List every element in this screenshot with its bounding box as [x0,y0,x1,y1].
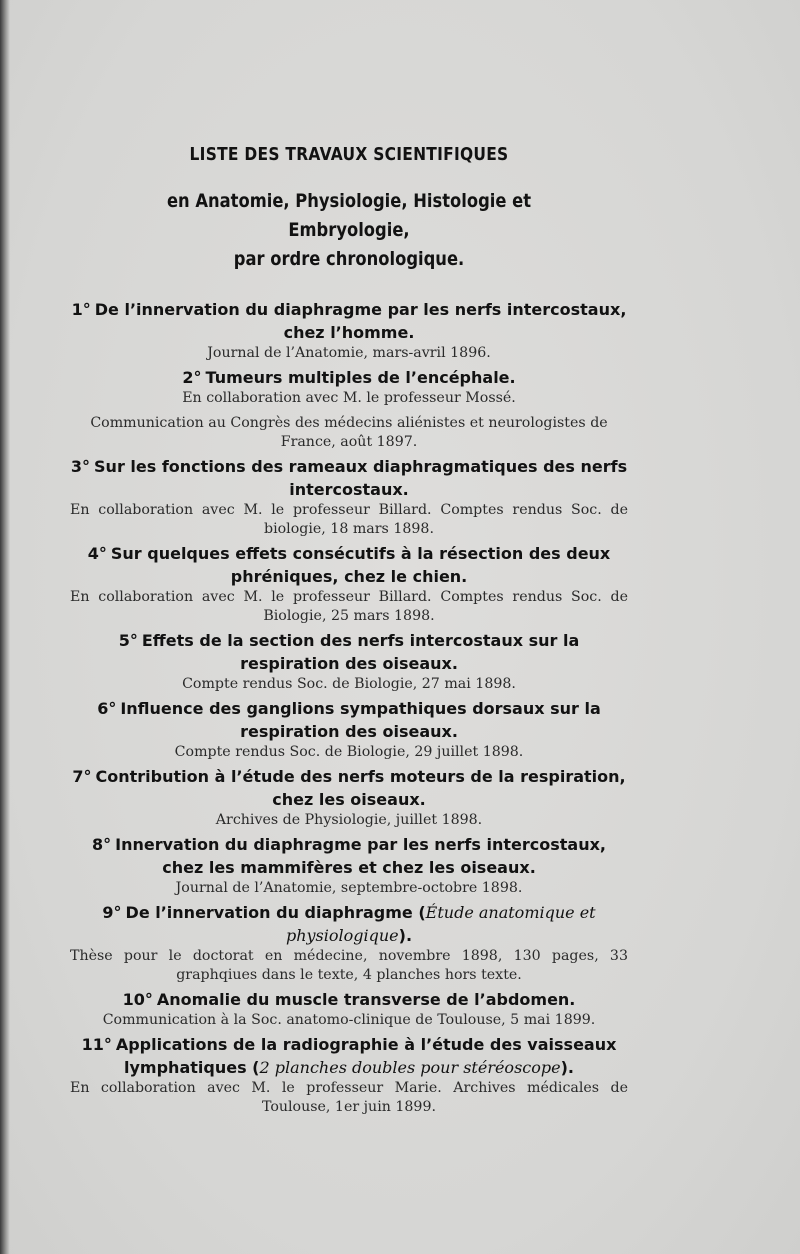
entry-detail: En collaboration avec M. le professeur Mossé. [182,390,516,406]
entry-detail: En collaboration avec M. le professeur Billard. Comptes rendus Soc. de biologie, 18 mars 1898. [70,502,628,537]
entry-title-text: De l’innervation du diaphragme par les nerfs intercostaux, chez l’homme. [94,300,627,342]
entry-detail: Thèse pour le doctorat en médecine, novembre 1898, 130 pages, 33 graphqiues dans le texte, 4 planches hors texte. [70,948,628,983]
entry-title-text: Tumeurs multiples de l’encéphale. [205,368,516,387]
entry-7 [70,765,628,830]
entry-9 [70,901,628,985]
document-content [70,144,628,1120]
entry-number: 7° [72,767,92,786]
entry-detail: Communication au Congrès des médecins aliénistes et neurologistes de France, août 1897. [90,415,608,450]
entry-3 [70,455,628,539]
entry-title-text: Innervation du diaphragme par les nerfs intercostaux, chez les mammifères et chez les oiseaux. [115,835,606,877]
entry-title [70,298,628,344]
entry-title [70,697,628,743]
entry-2 [70,366,628,452]
entry-title [70,629,628,675]
entry-title-text: De l’innervation du diaphragme ( [125,903,426,922]
entry-title-text: Sur quelques effets consécutifs à la résection des deux phréniques, chez le chien. [110,544,611,586]
entry-title-italic: Étude anatomique et physiologique [285,903,596,945]
entry-number: 2° [182,368,202,387]
entry-detail: Journal de l’Anatomie, mars-avril 1896. [207,345,491,361]
entry-title [70,455,628,501]
entry-title [70,366,628,389]
entry-list [70,298,628,1117]
entry-number: 9° [102,903,122,922]
entry-title-text: Anomalie du muscle transverse de l’abdomen. [156,990,576,1009]
entry-title-italic: 2 planches doubles pour stéréoscope [259,1058,561,1077]
entry-title-text: Sur les fonctions des rameaux diaphragmatiques des nerfs intercostaux. [94,457,628,499]
entry-detail: En collaboration avec M. le professeur Marie. Archives médicales de Toulouse, 1er juin 1899. [70,1080,628,1115]
page-subtitle [109,187,589,274]
entry-detail: En collaboration avec M. le professeur Billard. Comptes rendus Soc. de Biologie, 25 mars 1898. [70,589,628,624]
entry-title [70,901,628,947]
entry-detail: Archives de Physiologie, juillet 1898. [215,812,483,828]
entry-detail: Compte rendus Soc. de Biologie, 27 mai 1898. [182,676,516,692]
entry-title-text: Applications de la radiographie à l’étude des vaisseaux lymphatiques ( [115,1035,617,1077]
entry-title-text: Influence des ganglions sympathiques dorsaux sur la respiration des oiseaux. [120,699,601,741]
entry-title-end: ). [398,926,413,945]
entry-number: 11° [81,1035,112,1054]
entry-title [70,988,628,1011]
entry-number: 4° [87,544,107,563]
entry-8 [70,833,628,898]
entry-6 [70,697,628,762]
entry-title [70,765,628,811]
entry-title-text: Contribution à l’étude des nerfs moteurs de la respiration, chez les oiseaux. [95,767,626,809]
entry-number: 3° [70,457,91,476]
entry-title [70,542,628,588]
entry-detail: Communication à la Soc. anatomo-clinique de Toulouse, 5 mai 1899. [102,1012,596,1028]
entry-detail: Journal de l’Anatomie, septembre-octobre 1898. [175,880,523,896]
entry-10 [70,988,628,1030]
entry-4 [70,542,628,626]
entry-title [70,833,628,879]
entry-number: 5° [118,631,138,650]
entry-title-text: Effets de la section des nerfs intercostaux sur la respiration des oiseaux. [141,631,580,673]
entry-number: 6° [97,699,117,718]
entry-5 [70,629,628,694]
entry-11 [70,1033,628,1117]
entry-number: 8° [92,835,112,854]
entry-1 [70,298,628,363]
subtitle-line-1: en Anatomie, Physiologie, Histologie et Embryologie, [166,190,532,241]
entry-detail: Compte rendus Soc. de Biologie, 29 juillet 1898. [174,744,524,760]
entry-number: 1° [71,300,91,319]
entry-title [70,1033,628,1079]
subtitle-line-2: par ordre chronologique. [233,248,465,270]
entry-number: 10° [122,990,153,1009]
entry-title-end: ). [560,1058,574,1077]
page-edge-shadow [0,0,10,1254]
page-title: LISTE DES TRAVAUX SCIENTIFIQUES [189,144,509,165]
